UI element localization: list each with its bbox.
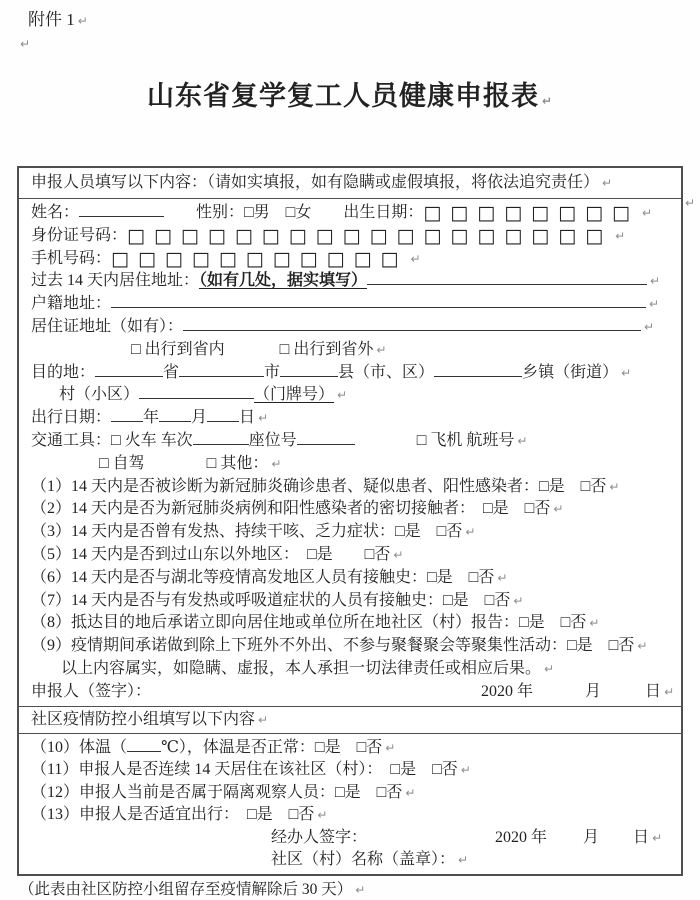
row-travel-date-text: 日 [239, 409, 256, 427]
spacer [151, 695, 481, 696]
paragraph-mark: ↵ [684, 196, 695, 210]
row-household-address [31, 293, 669, 316]
paragraph-mark: ↵ [355, 882, 366, 897]
row-travel-date-text: 出行日期： [31, 409, 112, 427]
row-handler-signature-text: 月 [583, 828, 600, 846]
row-destination-text: 省 [163, 363, 180, 381]
paragraph-mark: ↵ [458, 853, 469, 868]
row-q9-text: （9）疫情期间承诺做到除上下班外不外出、不参与聚餐聚会等聚集性活动：□是 □否 [31, 637, 635, 655]
row-transport [31, 430, 669, 453]
row-q10-temperature-text: （10）体温（ [31, 738, 128, 756]
row-handler-signature-text: 2020 年 [495, 828, 548, 846]
row-name-gender-birthdate-text: 姓名： [31, 204, 80, 221]
row-q12 [31, 782, 669, 805]
section1-body [19, 198, 681, 706]
row-q10-temperature-text: ℃），体温是否正常：□是 □否 [161, 738, 383, 756]
row-transport-text: □ 飞机 航班号 [416, 431, 515, 449]
fill-in-blank-line [280, 362, 338, 377]
paragraph-mark: ↵ [20, 37, 31, 51]
paragraph-mark: ↵ [317, 808, 328, 823]
fill-in-blank-line [111, 407, 143, 422]
section2-body [19, 733, 681, 874]
row-q2 [31, 498, 669, 521]
row-travel-scope-text: □ 出行到省外 [279, 340, 374, 358]
paragraph-mark: ↵ [544, 661, 555, 676]
health-declaration-table [17, 166, 695, 876]
paragraph-mark: ↵ [513, 593, 524, 608]
title-text: 山东省复学复工人员健康申报表 [146, 81, 539, 111]
row-declarant-signature-text: 2020 年 [481, 682, 534, 700]
empty-paragraph [17, 32, 683, 56]
row-transport-other-text: □ 其他： [206, 454, 269, 472]
fill-in-blank-line [193, 430, 249, 445]
paragraph-mark: ↵ [465, 525, 476, 540]
row-q1-text: （1）14 天内是否被诊断为新冠肺炎确诊患者、疑似患者、阳性感染者：□是 □否 [31, 477, 607, 495]
paragraph-mark: ↵ [410, 251, 421, 266]
row-household-address-text: 户籍地址： [31, 295, 112, 313]
paragraph-mark: ↵ [337, 388, 348, 403]
row-community-name-seal-text: 社区（村）名称（盖章）： [271, 851, 456, 869]
digit-boxes: □□□□□□□□□□□□□□□□□□ [127, 224, 613, 247]
row-declarant-signature [31, 681, 675, 704]
row-q8 [31, 612, 669, 635]
retention-note [19, 880, 683, 900]
fill-in-blank-line [297, 430, 355, 445]
row-destination-text: 市 [264, 363, 281, 381]
paragraph-mark: ↵ [460, 763, 471, 778]
attachment-text: 附件 1 [28, 10, 75, 29]
spacer [533, 695, 585, 696]
row-address-14days-text: 过去 14 天内居住地址： [31, 272, 200, 290]
paragraph-mark: ↵ [553, 502, 564, 517]
row-q13 [31, 804, 669, 827]
fill-in-blank-line [139, 384, 254, 399]
paragraph-mark: ↵ [609, 479, 620, 494]
row-q3 [31, 521, 669, 544]
row-q12-text: （12）申报人当前是否属于隔离观察人员：□是 □否 [31, 783, 403, 801]
row-q11 [31, 759, 669, 782]
fill-in-blank-line [434, 362, 522, 377]
row-q1 [31, 476, 669, 499]
row-community-name-seal [31, 849, 669, 872]
row-handler-signature-text: 经办人签字： [271, 828, 368, 846]
spacer [601, 695, 645, 696]
row-phone-number-text: 手机号码： [31, 249, 112, 267]
row-q13-text: （13）申报人是否适宜出行： □是 □否 [31, 806, 315, 824]
fill-in-blank-line [183, 316, 641, 331]
row-residence-permit-address [31, 316, 669, 339]
row-q11-text: （11）申报人是否连续 14 天居住在该社区（村）： □是 □否 [31, 761, 458, 779]
row-travel-date [31, 407, 669, 430]
fill-in-blank-line [127, 737, 161, 752]
digit-boxes: □□□□□□□□ [423, 202, 639, 224]
row-destination-text: 乡镇（街道） [522, 363, 619, 381]
paragraph-mark: ↵ [644, 319, 655, 334]
row-declarant-signature-text: 申报人（签字）： [31, 682, 152, 700]
paragraph-mark: ↵ [641, 206, 653, 220]
section2-header-text: 社区疫情防控小组填写以下内容 [31, 710, 256, 728]
row-destination-text: 县（市、区） [338, 363, 435, 381]
digit-boxes: □□□□□□□□□□□ [111, 247, 408, 270]
row-address-14days-text: （如有几处，据实填写） [199, 272, 368, 290]
paragraph-mark: ↵ [517, 433, 528, 448]
paragraph-mark: ↵ [258, 712, 269, 727]
row-truth-statement [31, 658, 669, 681]
row-q7 [31, 590, 669, 613]
row-transport-other [31, 453, 669, 476]
paragraph-mark: ↵ [393, 547, 404, 562]
row-declarant-signature-text: 月 [585, 682, 602, 700]
paragraph-mark: ↵ [652, 830, 663, 845]
paragraph-mark: ↵ [650, 274, 661, 289]
paragraph-mark: ↵ [637, 639, 648, 654]
paragraph-mark: ↵ [497, 570, 508, 585]
row-q3-text: （3）14 天内是否曾有发热、持续干咳、乏力症状：□是 □否 [31, 523, 463, 541]
section1-header-row [19, 168, 681, 198]
row-destination [31, 362, 669, 385]
row-q5-text: （5）14 天内是否到过山东以外地区： □是 □否 [31, 545, 391, 563]
row-truth-statement-text: 以上内容属实，如隐瞒、虚报，本人承担一切法律责任或相应后果。 [61, 659, 542, 677]
row-id-number [31, 225, 669, 248]
row-destination-village-text: 村（小区） [59, 386, 140, 404]
row-destination-text: 目的地： [31, 363, 96, 381]
paragraph-mark: ↵ [615, 228, 626, 243]
row-name-gender-birthdate [31, 202, 669, 225]
retention-note-text: （此表由社区防控小组留存至疫情解除后 30 天） [19, 880, 353, 898]
paragraph-mark: ↵ [376, 342, 387, 357]
fill-in-blank-line [95, 362, 163, 377]
paragraph-mark: ↵ [405, 785, 416, 800]
row-phone-number [31, 248, 669, 271]
fill-in-blank-line [367, 270, 647, 285]
attachment-label [28, 8, 683, 32]
paragraph-mark: ↵ [589, 616, 600, 631]
row-q10-temperature [31, 737, 669, 760]
fill-in-blank-line [111, 293, 646, 308]
row-q6-text: （6）14 天内是否与湖北等疫情高发地区人员有接触史：□是 □否 [31, 568, 495, 586]
row-travel-date-text: 月 [191, 409, 208, 427]
paragraph-mark: ↵ [385, 740, 396, 755]
spacer [145, 467, 207, 468]
fill-in-blank-line [159, 407, 191, 422]
row-transport-other-text: □ 自驾 [99, 454, 145, 472]
section1-header-text: 申报人员填写以下内容：（请如实填报，如有隐瞒或虚假填报，将依法追究责任） [31, 174, 600, 191]
row-q7-text: （7）14 天内是否与有发热或呼吸道症状的人员有接触史：□是 □否 [31, 591, 511, 609]
paragraph-mark: ↵ [664, 684, 675, 699]
spacer [599, 841, 633, 842]
spacer [225, 353, 280, 354]
row-q6 [31, 567, 669, 590]
spacer [547, 841, 583, 842]
row-q2-text: （2）14 天内是否为新冠肺炎病例和阳性感染者的密切接触者： □是 □否 [31, 500, 551, 518]
paragraph-mark: ↵ [541, 94, 554, 108]
row-travel-scope [31, 339, 669, 362]
paragraph-mark: ↵ [602, 176, 613, 190]
row-address-14days [31, 270, 669, 293]
row-q8-text: （8）抵达目的地后承诺立即向居住地或单位所在地社区（村）报告：□是 □否 [31, 614, 587, 632]
row-destination-village-text: （门牌号） [254, 386, 335, 404]
row-q5 [31, 544, 669, 567]
paragraph-mark: ↵ [77, 14, 88, 28]
page-title [17, 78, 683, 114]
paragraph-mark: ↵ [649, 297, 660, 312]
row-name-gender-birthdate-text: 性别：□男 □女 出生日期： [164, 204, 424, 221]
row-declarant-signature-text: 日 [645, 682, 662, 700]
paragraph-mark: ↵ [258, 411, 269, 426]
paragraph-mark: ↵ [271, 456, 282, 471]
spacer [355, 444, 417, 445]
paragraph-mark: ↵ [621, 365, 632, 380]
spacer [367, 841, 495, 842]
fill-in-blank-line [179, 362, 264, 377]
fill-in-blank-line [79, 202, 164, 217]
row-travel-date-text: 年 [143, 409, 160, 427]
row-travel-scope-text: □ 出行到省内 [131, 340, 225, 358]
row-transport-text: 交通工具：□ 火车 车次 [31, 431, 193, 449]
row-q9 [31, 635, 669, 658]
row-transport-text: 座位号 [248, 431, 297, 449]
fill-in-blank-line [207, 407, 239, 422]
row-handler-signature [31, 827, 669, 850]
row-residence-permit-address-text: 居住证地址（如有）： [31, 317, 184, 335]
section2-header-row [19, 706, 681, 733]
row-handler-signature-text: 日 [633, 828, 650, 846]
row-destination-village [31, 384, 669, 407]
row-id-number-text: 身份证号码： [31, 226, 128, 244]
